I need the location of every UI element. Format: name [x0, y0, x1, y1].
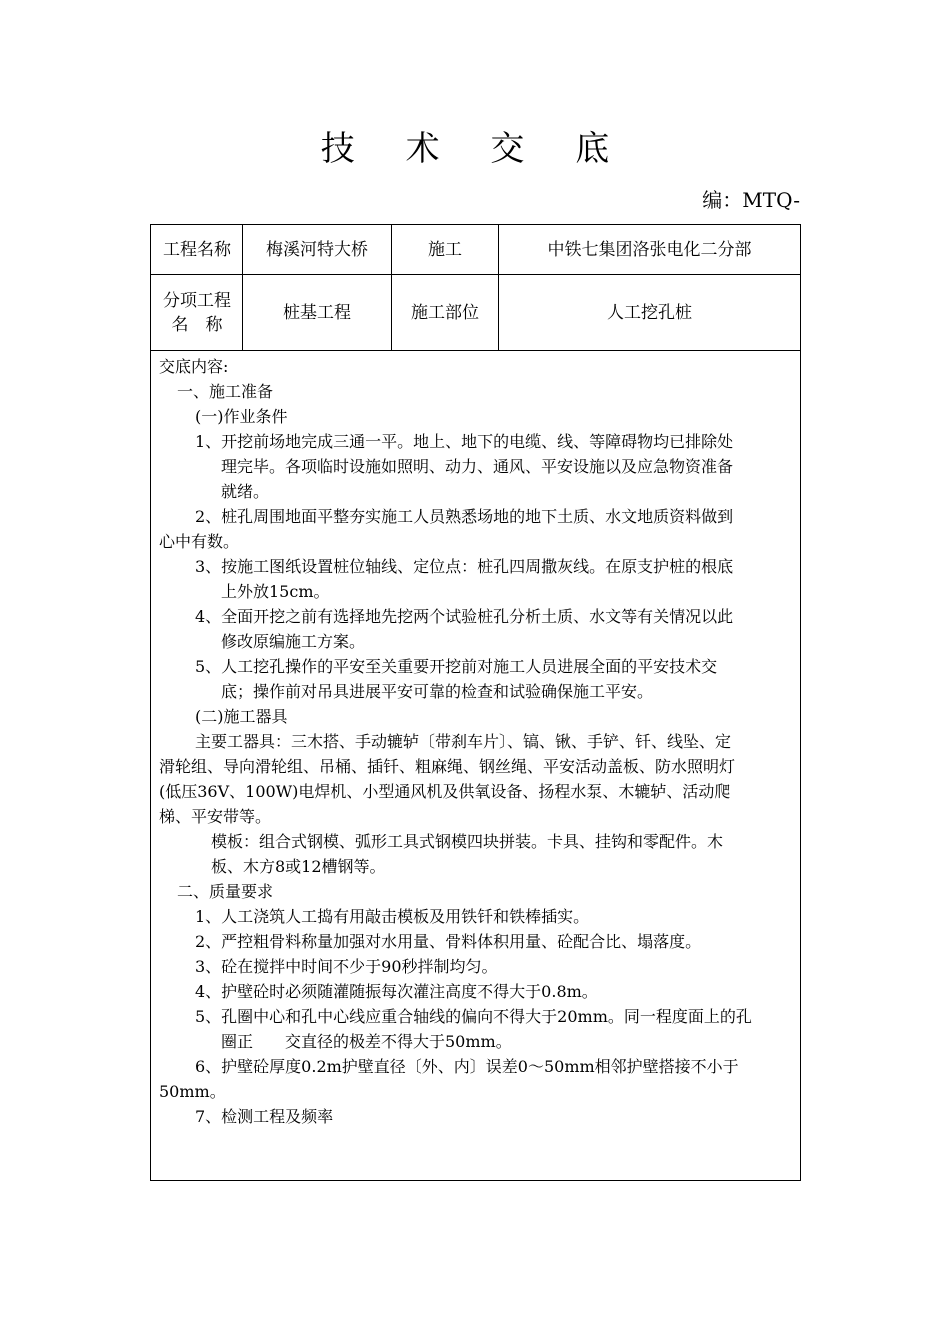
content-line: 2、桩孔周围地面平整夯实施工人员熟悉场地的地下土质、水文地质资料做到: [195, 507, 734, 526]
content-line: 就绪。: [221, 482, 270, 501]
document-title: 技 术 交 底: [320, 129, 630, 169]
content-line: 梯、平安带等。: [159, 807, 272, 826]
content-line: 圈正 交直径的极差不得大于50mm。: [221, 1032, 512, 1051]
subsection-heading: (二)施工器具: [195, 707, 288, 726]
content-line: 3、砼在搅拌中时间不少于90秒拌制均匀。: [195, 957, 498, 976]
content-line: 主要工器具：三木搭、手动辘轳〔带刹车片〕、镐、锹、手铲、钎、线坠、定: [195, 732, 732, 751]
content-line: 滑轮组、导向滑轮组、吊桶、插钎、粗麻绳、钢丝绳、平安活动盖板、防水照明灯: [159, 757, 736, 776]
content-line: 板、木方8或12槽钢等。: [211, 857, 386, 876]
project-name-label: 工程名称: [163, 239, 231, 260]
disclosure-table: [150, 224, 801, 1181]
sub-project-value: 桩基工程: [283, 302, 351, 323]
content-line: 4、全面开挖之前有选择地先挖两个试验桩孔分析土质、水文等有关情况以此: [195, 607, 734, 626]
section-heading: 一、施工准备: [177, 382, 274, 401]
content-line: 5、人工挖孔操作的平安至关重要开挖前对施工人员进展全面的平安技术交: [195, 657, 718, 676]
row-divider: [151, 350, 800, 351]
document-code: 编：MTQ-: [702, 188, 800, 212]
content-line: 50mm。: [159, 1082, 226, 1101]
project-name-value: 梅溪河特大桥: [266, 239, 368, 260]
content-line: 2、严控粗骨料称量加强对水用量、骨料体积用量、砼配合比、塌落度。: [195, 932, 702, 951]
construction-unit-value: 中铁七集团洛张电化二分部: [547, 239, 752, 260]
construction-label: 施工: [428, 239, 462, 260]
subsection-heading: (一)作业条件: [195, 407, 288, 426]
content-line: (低压36V、100W)电焊机、小型通风机及供氧设备、扬程水泵、木辘轳、活动爬: [159, 782, 731, 801]
content-line: 1、开挖前场地完成三通一平。地上、地下的电缆、线、等障碍物均已排除处: [195, 432, 734, 451]
location-label: 施工部位: [411, 302, 479, 323]
content-line: 理完毕。各项临时设施如照明、动力、通风、平安设施以及应急物资准备: [221, 457, 734, 476]
content-line: 5、孔圈中心和孔中心线应重合轴线的偏向不得大于20mm。同一程度面上的孔: [195, 1007, 752, 1026]
section-heading: 二、质量要求: [177, 882, 274, 901]
location-value: 人工挖孔桩: [607, 302, 692, 323]
content-line: 底；操作前对吊具进展平安可靠的检查和试验确保施工平安。: [221, 682, 654, 701]
content-line: 6、护壁砼厚度0.2m护壁直径〔外、内〕误差0～50mm相邻护壁搭接不小于: [195, 1057, 739, 1076]
content-line: 模板：组合式钢模、弧形工具式钢模四块拼装。卡具、挂钩和零配件。木: [211, 832, 724, 851]
content-line: 4、护壁砼时必须随灌随振每次灌注高度不得大于0.8m。: [195, 982, 598, 1001]
content-heading: 交底内容:: [159, 357, 229, 376]
sub-project-label: 分项工程名 称: [163, 290, 231, 335]
content-line: 7、检测工程及频率: [195, 1107, 334, 1126]
content-line: 3、按施工图纸设置桩位轴线、定位点：桩孔四周撒灰线。在原支护桩的根底: [195, 557, 734, 576]
content-line: 心中有数。: [159, 532, 240, 551]
content-line: 上外放15cm。: [221, 582, 330, 601]
content-line: 修改原编施工方案。: [221, 632, 366, 651]
content-line: 1、人工浇筑人工捣有用敲击模板及用铁钎和铁棒插实。: [195, 907, 590, 926]
